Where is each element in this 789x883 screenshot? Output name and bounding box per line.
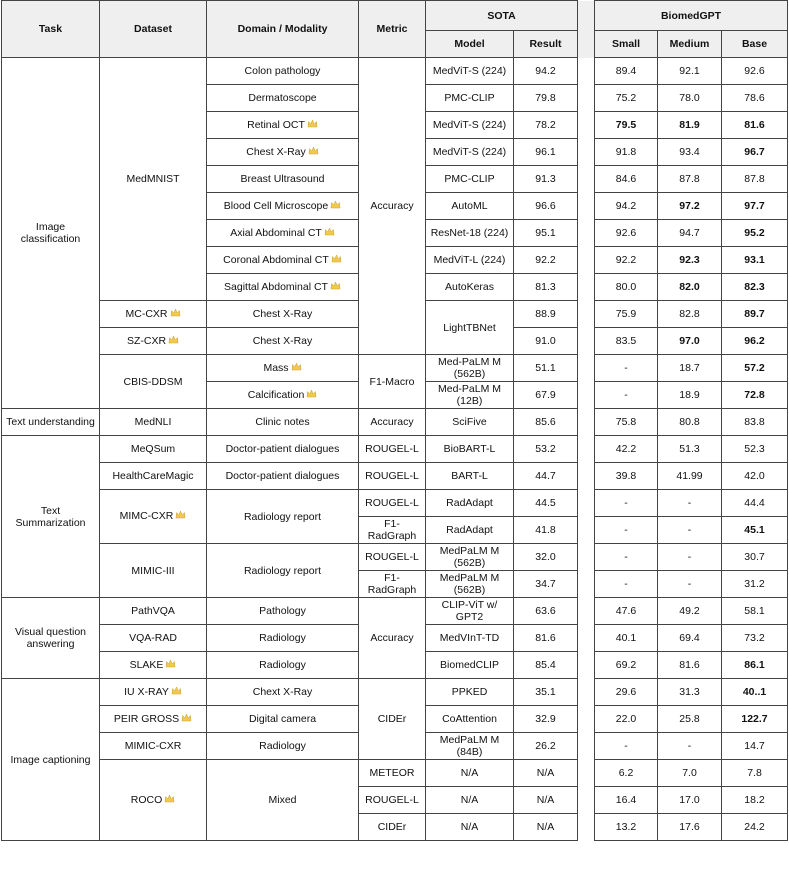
- medium-cell: 93.4: [658, 139, 722, 166]
- small-cell: 83.5: [595, 328, 658, 355]
- base-cell: 31.2: [722, 571, 788, 598]
- sota-model-cell: AutoKeras: [426, 274, 514, 301]
- task-cell: Image captioning: [2, 679, 100, 841]
- dataset-cell: MIMIC-III: [100, 544, 207, 598]
- domain-cell: Chest X-Ray: [207, 328, 359, 355]
- small-cell: 47.6: [595, 598, 658, 625]
- base-cell: 30.7: [722, 544, 788, 571]
- sota-model-cell: CLIP-ViT w/ GPT2: [426, 598, 514, 625]
- dataset-cell: PathVQA: [100, 598, 207, 625]
- small-cell: 42.2: [595, 436, 658, 463]
- sota-result-cell: 94.2: [514, 58, 578, 85]
- medium-cell: 17.0: [658, 787, 722, 814]
- base-cell: 78.6: [722, 85, 788, 112]
- sota-result-cell: 95.1: [514, 220, 578, 247]
- domain-cell: Blood Cell Microscope: [207, 193, 359, 220]
- metric-header: Metric: [359, 1, 426, 58]
- domain-cell: Pathology: [207, 598, 359, 625]
- table-row: [2, 490, 788, 517]
- small-cell: 75.2: [595, 85, 658, 112]
- metric-cell: F1-RadGraph: [359, 571, 426, 598]
- base-cell: 52.3: [722, 436, 788, 463]
- sota-model-cell: SciFive: [426, 409, 514, 436]
- crown-icon: [291, 362, 302, 375]
- metric-cell: METEOR: [359, 760, 426, 787]
- dataset-cell: MC-CXR: [100, 301, 207, 328]
- domain-cell: Mass: [207, 355, 359, 382]
- metric-cell: Accuracy: [359, 58, 426, 355]
- sota-model-cell: BiomedCLIP: [426, 652, 514, 679]
- table-row: [2, 679, 788, 706]
- small-cell: 84.6: [595, 166, 658, 193]
- table-row: [2, 58, 788, 85]
- sota-result-cell: 85.4: [514, 652, 578, 679]
- sota-model-cell: MedViT-S (224): [426, 58, 514, 85]
- small-cell: 6.2: [595, 760, 658, 787]
- medium-cell: -: [658, 517, 722, 544]
- crown-icon: [307, 119, 318, 132]
- table-row: [2, 544, 788, 571]
- medium-cell: -: [658, 490, 722, 517]
- medium-cell: 82.0: [658, 274, 722, 301]
- domain-cell: Breast Ultrasound: [207, 166, 359, 193]
- metric-cell: CIDEr: [359, 814, 426, 841]
- metric-cell: ROUGEL-L: [359, 490, 426, 517]
- sota-model-cell: N/A: [426, 787, 514, 814]
- small-cell: 80.0: [595, 274, 658, 301]
- domain-cell: Calcification: [207, 382, 359, 409]
- sota-model-cell: MedPaLM M (562B): [426, 571, 514, 598]
- task-cell: Text Summarization: [2, 436, 100, 598]
- small-cell: -: [595, 382, 658, 409]
- sota-result-cell: 63.6: [514, 598, 578, 625]
- sota-model-cell: MedPaLM M (562B): [426, 544, 514, 571]
- medium-cell: 92.1: [658, 58, 722, 85]
- small-cell: -: [595, 733, 658, 760]
- sota-result-cell: N/A: [514, 814, 578, 841]
- medium-cell: 31.3: [658, 679, 722, 706]
- sota-model-cell: ResNet-18 (224): [426, 220, 514, 247]
- medium-cell: -: [658, 544, 722, 571]
- crown-icon: [168, 335, 179, 348]
- domain-cell: Sagittal Abdominal CT: [207, 274, 359, 301]
- base-cell: 18.2: [722, 787, 788, 814]
- medium-cell: 97.0: [658, 328, 722, 355]
- base-header: Base: [722, 31, 788, 58]
- medium-cell: -: [658, 733, 722, 760]
- sota-result-cell: N/A: [514, 760, 578, 787]
- small-cell: -: [595, 490, 658, 517]
- dataset-cell: MIMIC-CXR: [100, 733, 207, 760]
- sota-model-cell: RadAdapt: [426, 517, 514, 544]
- medium-cell: -: [658, 571, 722, 598]
- dataset-cell: IU X-RAY: [100, 679, 207, 706]
- small-cell: 89.4: [595, 58, 658, 85]
- domain-cell: Digital camera: [207, 706, 359, 733]
- base-cell: 83.8: [722, 409, 788, 436]
- sota-result-cell: 96.1: [514, 139, 578, 166]
- domain-cell: Colon pathology: [207, 58, 359, 85]
- small-cell: 16.4: [595, 787, 658, 814]
- sota-model-cell: PPKED: [426, 679, 514, 706]
- medium-cell: 41.99: [658, 463, 722, 490]
- sota-result-cell: 53.2: [514, 436, 578, 463]
- crown-icon: [164, 794, 175, 807]
- sota-model-cell: MedViT-L (224): [426, 247, 514, 274]
- sota-model-cell: MedViT-S (224): [426, 139, 514, 166]
- table-row: [2, 409, 788, 436]
- sota-result-cell: 44.7: [514, 463, 578, 490]
- medium-cell: 81.9: [658, 112, 722, 139]
- domain-cell: Axial Abdominal CT: [207, 220, 359, 247]
- small-cell: 22.0: [595, 706, 658, 733]
- domain-cell: Chest X-Ray: [207, 301, 359, 328]
- base-cell: 44.4: [722, 490, 788, 517]
- base-cell: 96.2: [722, 328, 788, 355]
- medium-cell: 92.3: [658, 247, 722, 274]
- sota-result-cell: 79.8: [514, 85, 578, 112]
- sota-model-cell: PMC-CLIP: [426, 166, 514, 193]
- crown-icon: [165, 659, 176, 672]
- sota-result-cell: 92.2: [514, 247, 578, 274]
- table-row: [2, 760, 788, 787]
- table-row: [2, 598, 788, 625]
- base-cell: 82.3: [722, 274, 788, 301]
- sota-result-cell: 81.3: [514, 274, 578, 301]
- crown-icon: [170, 308, 181, 321]
- medium-cell: 25.8: [658, 706, 722, 733]
- domain-cell: Doctor-patient dialogues: [207, 463, 359, 490]
- dataset-cell: SZ-CXR: [100, 328, 207, 355]
- header-row: [2, 1, 788, 31]
- task-cell: Image classification: [2, 58, 100, 409]
- base-cell: 42.0: [722, 463, 788, 490]
- small-cell: 13.2: [595, 814, 658, 841]
- base-cell: 87.8: [722, 166, 788, 193]
- base-cell: 86.1: [722, 652, 788, 679]
- base-cell: 89.7: [722, 301, 788, 328]
- base-cell: 81.6: [722, 112, 788, 139]
- base-cell: 40..1: [722, 679, 788, 706]
- base-cell: 57.2: [722, 355, 788, 382]
- sota-result-cell: 88.9: [514, 301, 578, 328]
- medium-cell: 7.0: [658, 760, 722, 787]
- base-cell: 7.8: [722, 760, 788, 787]
- small-cell: 40.1: [595, 625, 658, 652]
- sota-result-cell: 41.8: [514, 517, 578, 544]
- base-cell: 95.2: [722, 220, 788, 247]
- crown-icon: [306, 389, 317, 402]
- table-row: [2, 463, 788, 490]
- sota-result-cell: 35.1: [514, 679, 578, 706]
- domain-cell: Doctor-patient dialogues: [207, 436, 359, 463]
- small-cell: 75.8: [595, 409, 658, 436]
- metric-cell: ROUGEL-L: [359, 544, 426, 571]
- domain-cell: Coronal Abdominal CT: [207, 247, 359, 274]
- sota-model-cell: RadAdapt: [426, 490, 514, 517]
- sota-model-cell: N/A: [426, 760, 514, 787]
- domain-cell: Chext X-Ray: [207, 679, 359, 706]
- small-cell: 75.9: [595, 301, 658, 328]
- sota-model-cell: Med-PaLM M (562B): [426, 355, 514, 382]
- sota-result-cell: 81.6: [514, 625, 578, 652]
- sota-model-cell: Med-PaLM M (12B): [426, 382, 514, 409]
- sota-model-cell: MedPaLM M (84B): [426, 733, 514, 760]
- domain-cell: Radiology: [207, 652, 359, 679]
- task-header: Task: [2, 1, 100, 58]
- medium-cell: 18.9: [658, 382, 722, 409]
- medium-cell: 18.7: [658, 355, 722, 382]
- sota-result-cell: N/A: [514, 787, 578, 814]
- sota-model-cell: BART-L: [426, 463, 514, 490]
- dataset-cell: PEIR GROSS: [100, 706, 207, 733]
- dataset-header: Dataset: [100, 1, 207, 58]
- crown-icon: [324, 227, 335, 240]
- domain-cell: Radiology report: [207, 490, 359, 544]
- metric-cell: Accuracy: [359, 598, 426, 679]
- small-cell: -: [595, 355, 658, 382]
- medium-cell: 69.4: [658, 625, 722, 652]
- table-row: [2, 436, 788, 463]
- medium-cell: 51.3: [658, 436, 722, 463]
- crown-icon: [331, 254, 342, 267]
- metric-cell: ROUGEL-L: [359, 436, 426, 463]
- sota-result-cell: 96.6: [514, 193, 578, 220]
- domain-cell: Radiology: [207, 733, 359, 760]
- sota-result-cell: 26.2: [514, 733, 578, 760]
- results-table: [1, 0, 788, 841]
- domain-cell: Clinic notes: [207, 409, 359, 436]
- sota-header: SOTA: [426, 1, 578, 31]
- medium-cell: 80.8: [658, 409, 722, 436]
- medium-cell: 49.2: [658, 598, 722, 625]
- crown-icon: [330, 281, 341, 294]
- sota-result-cell: 91.3: [514, 166, 578, 193]
- model-header: Model: [426, 31, 514, 58]
- dataset-cell: MIMC-CXR: [100, 490, 207, 544]
- crown-icon: [308, 146, 319, 159]
- sota-model-cell: CoAttention: [426, 706, 514, 733]
- sota-model-cell: N/A: [426, 814, 514, 841]
- medium-cell: 17.6: [658, 814, 722, 841]
- sota-model-cell: MedVInT-TD: [426, 625, 514, 652]
- sota-model-cell: MedViT-S (224): [426, 112, 514, 139]
- metric-cell: F1-RadGraph: [359, 517, 426, 544]
- medium-cell: 94.7: [658, 220, 722, 247]
- base-cell: 97.7: [722, 193, 788, 220]
- medium-cell: 81.6: [658, 652, 722, 679]
- dataset-cell: MedMNIST: [100, 58, 207, 301]
- metric-cell: ROUGEL-L: [359, 787, 426, 814]
- sota-result-cell: 51.1: [514, 355, 578, 382]
- small-cell: -: [595, 517, 658, 544]
- base-cell: 24.2: [722, 814, 788, 841]
- medium-cell: 82.8: [658, 301, 722, 328]
- small-cell: -: [595, 571, 658, 598]
- sota-model-cell: LightTBNet: [426, 301, 514, 355]
- sota-result-cell: 85.6: [514, 409, 578, 436]
- base-cell: 92.6: [722, 58, 788, 85]
- sota-result-cell: 34.7: [514, 571, 578, 598]
- domain-cell: Radiology: [207, 625, 359, 652]
- metric-cell: ROUGEL-L: [359, 463, 426, 490]
- sota-result-cell: 91.0: [514, 328, 578, 355]
- small-header: Small: [595, 31, 658, 58]
- dataset-cell: CBIS-DDSM: [100, 355, 207, 409]
- medium-cell: 97.2: [658, 193, 722, 220]
- domain-cell: Retinal OCT: [207, 112, 359, 139]
- small-cell: 29.6: [595, 679, 658, 706]
- result-header: Result: [514, 31, 578, 58]
- dataset-cell: VQA-RAD: [100, 625, 207, 652]
- domain-cell: Dermatoscope: [207, 85, 359, 112]
- small-cell: -: [595, 544, 658, 571]
- metric-cell: CIDEr: [359, 679, 426, 760]
- crown-icon: [171, 686, 182, 699]
- small-cell: 79.5: [595, 112, 658, 139]
- small-cell: 39.8: [595, 463, 658, 490]
- medium-cell: 78.0: [658, 85, 722, 112]
- domain-cell: Mixed: [207, 760, 359, 841]
- table-row: [2, 355, 788, 382]
- column-gap: [578, 1, 595, 58]
- sota-result-cell: 78.2: [514, 112, 578, 139]
- small-cell: 92.2: [595, 247, 658, 274]
- sota-result-cell: 67.9: [514, 382, 578, 409]
- sota-model-cell: AutoML: [426, 193, 514, 220]
- base-cell: 14.7: [722, 733, 788, 760]
- small-cell: 92.6: [595, 220, 658, 247]
- dataset-cell: HealthCareMagic: [100, 463, 207, 490]
- sota-result-cell: 44.5: [514, 490, 578, 517]
- crown-icon: [175, 510, 186, 523]
- sota-result-cell: 32.9: [514, 706, 578, 733]
- sota-model-cell: PMC-CLIP: [426, 85, 514, 112]
- sota-model-cell: BioBART-L: [426, 436, 514, 463]
- dataset-cell: ROCO: [100, 760, 207, 841]
- biomedgpt-header: BiomedGPT: [595, 1, 788, 31]
- domain-cell: Radiology report: [207, 544, 359, 598]
- crown-icon: [181, 713, 192, 726]
- task-cell: Visual question answering: [2, 598, 100, 679]
- medium-cell: 87.8: [658, 166, 722, 193]
- crown-icon: [330, 200, 341, 213]
- sota-result-cell: 32.0: [514, 544, 578, 571]
- domain-cell: Chest X-Ray: [207, 139, 359, 166]
- base-cell: 45.1: [722, 517, 788, 544]
- domain-header: Domain / Modality: [207, 1, 359, 58]
- dataset-cell: MeQSum: [100, 436, 207, 463]
- base-cell: 58.1: [722, 598, 788, 625]
- medium-header: Medium: [658, 31, 722, 58]
- dataset-cell: MedNLI: [100, 409, 207, 436]
- small-cell: 94.2: [595, 193, 658, 220]
- base-cell: 72.8: [722, 382, 788, 409]
- task-cell: Text understanding: [2, 409, 100, 436]
- base-cell: 93.1: [722, 247, 788, 274]
- small-cell: 69.2: [595, 652, 658, 679]
- base-cell: 73.2: [722, 625, 788, 652]
- base-cell: 96.7: [722, 139, 788, 166]
- small-cell: 91.8: [595, 139, 658, 166]
- dataset-cell: SLAKE: [100, 652, 207, 679]
- metric-cell: Accuracy: [359, 409, 426, 436]
- metric-cell: F1-Macro: [359, 355, 426, 409]
- base-cell: 122.7: [722, 706, 788, 733]
